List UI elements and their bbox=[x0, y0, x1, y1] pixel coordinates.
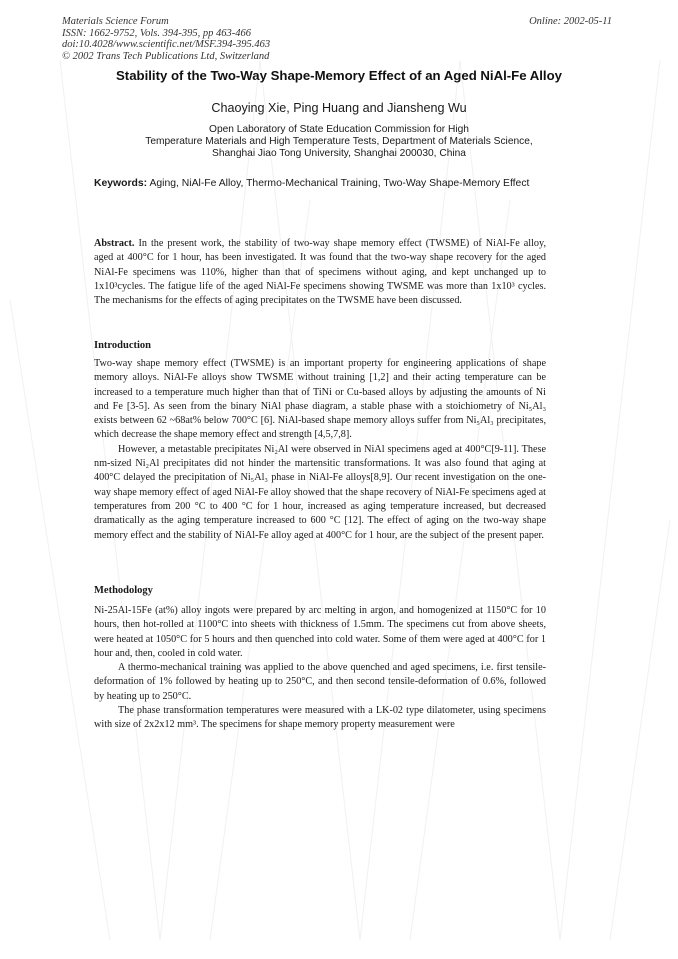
methodology-section bbox=[94, 604, 546, 733]
paragraph: A thermo-mechanical training was applied to the above quenched and aged specimens, i.e. first tensile-deformation of 1% followed by heating up to 250°C, and then second tensile-deformation of 0.6%, followed by heating up to 250°C. bbox=[94, 662, 546, 702]
copyright-line: © 2002 Trans Tech Publications Ltd, Switzerland bbox=[62, 50, 270, 62]
abstract-label: Abstract. bbox=[94, 238, 135, 249]
keywords bbox=[94, 178, 529, 189]
methodology-heading: Methodology bbox=[94, 585, 153, 596]
paragraph: The phase transformation temperatures were measured with a LK-02 type dilatometer, using specimens with size of 2x2x12 mm³. The specimens for shape memory property measurement were bbox=[94, 705, 546, 731]
introduction-section bbox=[94, 357, 546, 543]
affiliation-line: Open Laboratory of State Education Commission for High bbox=[209, 124, 469, 135]
authors: Chaoying Xie, Ping Huang and Jiansheng Wu bbox=[211, 101, 467, 115]
abstract-text: In the present work, the stability of two-way shape memory effect (TWSME) of NiAl-Fe alloy, aged at 400°C for 1 hour, has been investigated. It was found that the two-way shape recovery for the aged NiAl-Fe specimens was 110%, higher than that of specimens without aging, and kept unchanged up to 1x10³cycles. The fatigue life of the aged NiAl-Fe specimens showing TWSME was more than 1x10³ cycles. The mechanisms for the effects of aging precipitates on the TWSME have been discussed. bbox=[94, 238, 546, 307]
keywords-text: Aging, NiAl-Fe Alloy, Thermo-Mechanical Training, Two-Way Shape-Memory Effect bbox=[147, 178, 530, 189]
journal-header bbox=[62, 16, 270, 62]
affiliation-line: Temperature Materials and High Temperature Tests, Department of Materials Science, bbox=[145, 136, 533, 148]
keywords-label: Keywords: bbox=[94, 178, 148, 189]
journal-name: Materials Science Forum bbox=[62, 16, 169, 27]
abstract bbox=[94, 237, 546, 308]
doi-link[interactable]: doi:10.4028/www.scientific.net/MSF.394-395.463 bbox=[62, 39, 271, 50]
paper-title: Stability of the Two-Way Shape-Memory Effect of an Aged NiAl-Fe Alloy bbox=[116, 68, 562, 83]
paragraph: However, a metastable precipitates Ni₂Al were observed in NiAl specimens aged at 400°C[9-11]. These nm-sized Ni₂Al precipitates did not hinder the martensitic transformations. It was also found that aging at 400°C delayed the precipitation of Ni₅Al₃ phase in NiAl-Fe alloys[8,9]. Our recent investigation on the one-way shape memory effect of aged NiAl-Fe alloy showed that the shape recovery of NiAl-Fe specimens aged at temperatures from 200 °C to 400 °C for 1 hour, increased as aging temperature increased, but decreased dramatically as the aging temperature increased to 600 °C [12]. The effect of aging on the two-way shape memory effect and the stability of NiAl-Fe alloy aged at 400°C for 1 hour, are the subject of the present paper. bbox=[94, 443, 546, 541]
affiliation bbox=[0, 124, 678, 161]
paragraph: Ni-25Al-15Fe (at%) alloy ingots were prepared by arc melting in argon, and homogenized at 1150°C for 10 hours, then hot-rolled at 1100°C into sheets with thickness of 1.5mm. The specimens cut from above sheets, were heated at 1050°C for 5 hours and then quenched into cold water. Some of them were aged at 400°C for 1 hour and, then, cooled in cold water. bbox=[94, 605, 546, 659]
paragraph: Two-way shape memory effect (TWSME) is an important property for engineering applications of shape memory alloys. NiAl-Fe alloys show TWSME without training [1,2] and their acting temperature can be increased to a temperature much higher than that of TiNi or Cu-based alloys by adjusting the amounts of Ni and Fe [3-5]. As seen from the binary NiAl phase diagram, a stable phase with a stoichiometry of Ni₅Al₃ exists between 62 ~68at% below 700°C [6]. NiAl-based shape memory alloys suffer from Ni₅Al₃ precipitates, which decrease the shape memory effect and strength [4,5,7,8]. bbox=[94, 358, 546, 441]
introduction-heading: Introduction bbox=[94, 340, 151, 351]
issn-line: ISSN: 1662-9752, Vols. 394-395, pp 463-466 bbox=[62, 27, 251, 39]
online-date: Online: 2002-05-11 bbox=[529, 16, 612, 27]
affiliation-line: Shanghai Jiao Tong University, Shanghai 200030, China bbox=[212, 148, 466, 160]
